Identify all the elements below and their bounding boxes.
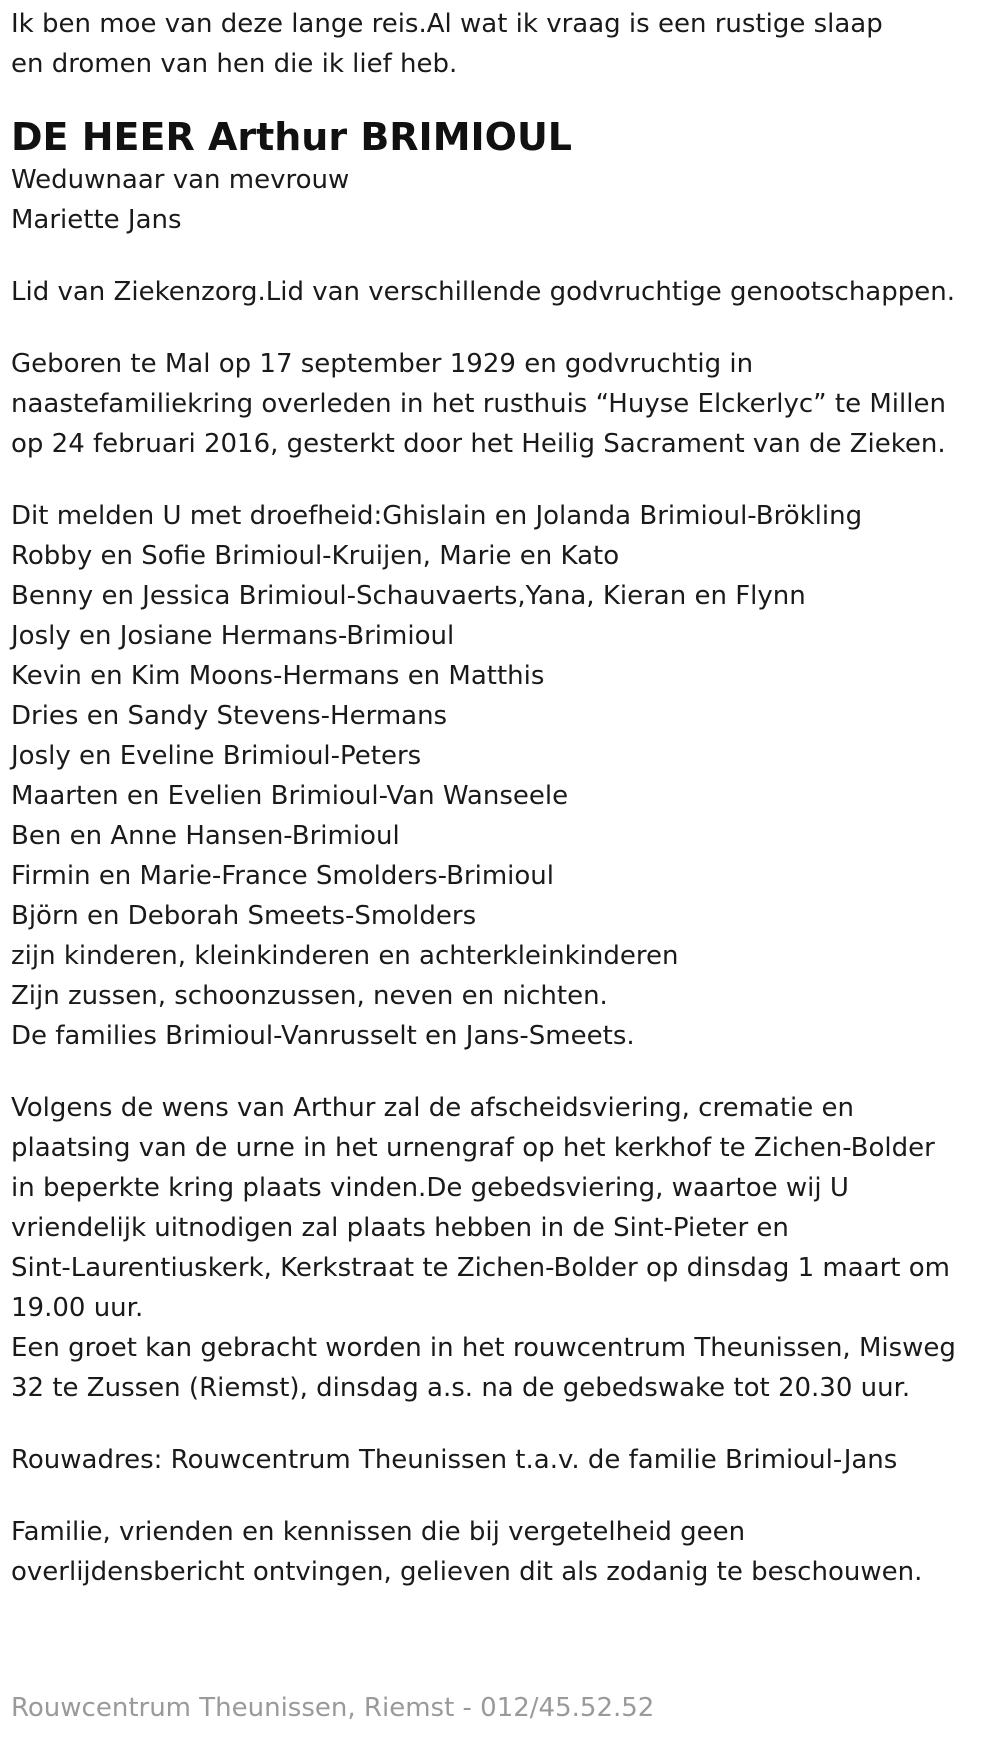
- address-line: Rouwadres: Rouwcentrum Theunissen t.a.v. de familie Brimioul-Jans: [11, 1445, 898, 1475]
- family-line: De families Brimioul-Vanrusselt en Jans-Smeets.: [11, 1021, 635, 1051]
- family-line: Josly en Eveline Brimioul-Peters: [11, 741, 422, 771]
- notice-line: Familie, vrienden en kennissen die bij vergetelheid geen: [11, 1517, 746, 1547]
- family-line: Firmin en Marie-France Smolders-Brimioul: [11, 861, 554, 891]
- birth-death-line: Geboren te Mal op 17 september 1929 en godvruchtig in: [11, 349, 754, 379]
- address-section: [11, 1440, 991, 1480]
- obituary-notice: [11, 4, 991, 1592]
- family-line: Kevin en Kim Moons-Hermans en Matthis: [11, 661, 545, 691]
- motto-section: [11, 4, 991, 84]
- family-line: Dries en Sandy Stevens-Hermans: [11, 701, 448, 731]
- birth-death-line: naastefamiliekring overleden in het rusthuis “Huyse Elckerlyc” te Millen: [11, 389, 946, 419]
- ceremony-line: in beperkte kring plaats vinden.De gebedsviering, waartoe wij U: [11, 1173, 849, 1203]
- footer-credit: Rouwcentrum Theunissen, Riemst - 012/45.52.52: [11, 1693, 655, 1723]
- family-line: Robby en Sofie Brimioul-Kruijen, Marie en Kato: [11, 541, 620, 571]
- family-line: Zijn zussen, schoonzussen, neven en nichten.: [11, 981, 608, 1011]
- birth-death-line: op 24 februari 2016, gesterkt door het Heilig Sacrament van de Zieken.: [11, 429, 946, 459]
- family-line: Benny en Jessica Brimioul-Schauvaerts,Yana, Kieran en Flynn: [11, 581, 806, 611]
- birth-death-section: [11, 344, 991, 464]
- motto-line: en dromen van hen die ik lief heb.: [11, 49, 458, 79]
- family-line: Ben en Anne Hansen-Brimioul: [11, 821, 400, 851]
- spouse-line: Mariette Jans: [11, 205, 182, 235]
- spouse-line: Weduwnaar van mevrouw: [11, 165, 350, 195]
- membership-line: Lid van Ziekenzorg.Lid van verschillende godvruchtige genootschappen.: [11, 277, 955, 307]
- ceremony-line: 19.00 uur.: [11, 1293, 144, 1323]
- family-line: zijn kinderen, kleinkinderen en achterkleinkinderen: [11, 941, 679, 971]
- ceremony-line: 32 te Zussen (Riemst), dinsdag a.s. na de gebedswake tot 20.30 uur.: [11, 1373, 911, 1403]
- family-line: Björn en Deborah Smeets-Smolders: [11, 901, 477, 931]
- ceremony-line: Sint-Laurentiuskerk, Kerkstraat te Zichen-Bolder op dinsdag 1 maart om: [11, 1253, 950, 1283]
- family-line: Maarten en Evelien Brimioul-Van Wanseele: [11, 781, 569, 811]
- family-line: Dit melden U met droefheid:Ghislain en Jolanda Brimioul-Brökling: [11, 501, 863, 531]
- ceremony-line: vriendelijk uitnodigen zal plaats hebben in de Sint-Pieter en: [11, 1213, 789, 1243]
- ceremony-section: [11, 1088, 991, 1408]
- ceremony-line: plaatsing van de urne in het urnengraf op het kerkhof te Zichen-Bolder: [11, 1133, 935, 1163]
- family-line: Josly en Josiane Hermans-Brimioul: [11, 621, 455, 651]
- family-section: [11, 496, 991, 1056]
- memberships-section: [11, 272, 991, 312]
- ceremony-line: Een groet kan gebracht worden in het rouwcentrum Theunissen, Misweg: [11, 1333, 956, 1363]
- ceremony-line: Volgens de wens van Arthur zal de afscheidsviering, crematie en: [11, 1093, 855, 1123]
- motto-line: Ik ben moe van deze lange reis.Al wat ik vraag is een rustige slaap: [11, 9, 883, 39]
- spouse-section: [11, 160, 991, 240]
- deceased-name: DE HEER Arthur BRIMIOUL: [11, 115, 573, 159]
- notice-section: [11, 1512, 991, 1592]
- notice-line: overlijdensbericht ontvingen, gelieven dit als zodanig te beschouwen.: [11, 1557, 923, 1587]
